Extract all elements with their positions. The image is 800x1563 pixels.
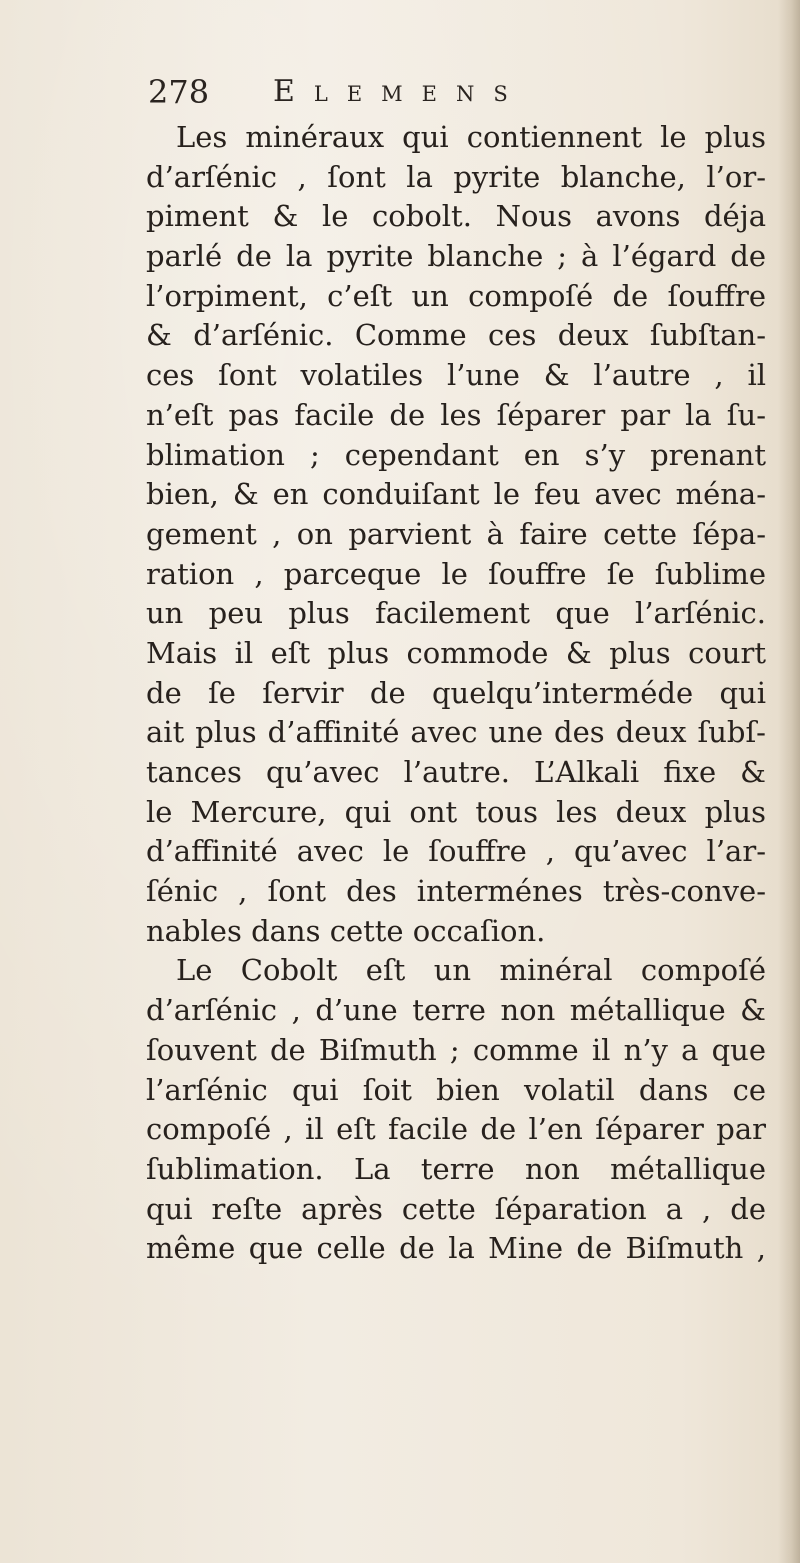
text-line: l’arſénic qui ſoit bien volatil dans ce <box>146 1072 766 1107</box>
text-line: ces ſont volatiles l’une & l’autre , il <box>146 358 766 393</box>
text-line: d’arſénic , d’une terre non métallique & <box>146 993 766 1028</box>
running-head: Elemens <box>273 74 527 109</box>
text-line: Le Cobolt eſt un minéral compoſé <box>176 953 766 988</box>
text-line: qui reſte après cette ſéparation a , de <box>146 1191 766 1226</box>
text-line: blimation ; cependant en s’y prenant <box>146 437 766 472</box>
text-line: compoſé , il eſt facile de l’en ſéparer par <box>146 1112 766 1147</box>
page-number: 278 <box>148 73 210 111</box>
body-text <box>146 118 766 1269</box>
text-line: même que celle de la Mine de Biſmuth , <box>146 1231 766 1266</box>
text-line: le Mercure, qui ont tous les deux plus <box>146 794 766 829</box>
text-line: ait plus d’affinité avec une des deux ſubſ- <box>146 715 766 750</box>
text-line: ſouvent de Biſmuth ; comme il n’y a que <box>146 1032 766 1067</box>
text-line: ration , parceque le ſouffre ſe ſublime <box>146 556 766 591</box>
text-line: Les minéraux qui contiennent le plus <box>176 120 766 154</box>
page-header <box>148 72 708 112</box>
text-line: parlé de la pyrite blanche ; à l’égard de <box>146 239 766 274</box>
text-line: & d’arſénic. Comme ces deux ſubſtan- <box>146 318 766 353</box>
text-line: ſénic , ſont des interménes très-conve- <box>146 874 766 909</box>
text-line: un peu plus facilement que l’arſénic. <box>146 596 766 631</box>
text-line: gement , on parvient à faire cette ſépa- <box>146 516 766 551</box>
text-line: nables dans cette occaſion. <box>146 913 546 948</box>
text-line: d’arſénic , ſont la pyrite blanche, l’or- <box>146 159 766 194</box>
text-line: ſublimation. La terre non métallique <box>146 1151 766 1186</box>
text-line: d’affinité avec le ſouffre , qu’avec l’ar- <box>146 834 766 869</box>
text-line: l’orpiment, c’eſt un compoſé de ſouffre <box>146 278 766 313</box>
text-line: n’eſt pas facile de les ſéparer par la ſu- <box>146 397 766 432</box>
text-line: piment & le cobolt. Nous avons déja <box>146 199 766 234</box>
text-line: Mais il eſt plus commode & plus court <box>146 635 766 670</box>
text-line: tances qu’avec l’autre. L’Alkali fixe & <box>146 755 766 789</box>
text-line: bien, & en conduiſant le feu avec ména- <box>146 477 766 512</box>
text-line: de ſe ſervir de quelqu’interméde qui <box>146 675 766 710</box>
page-edge <box>778 0 800 1563</box>
